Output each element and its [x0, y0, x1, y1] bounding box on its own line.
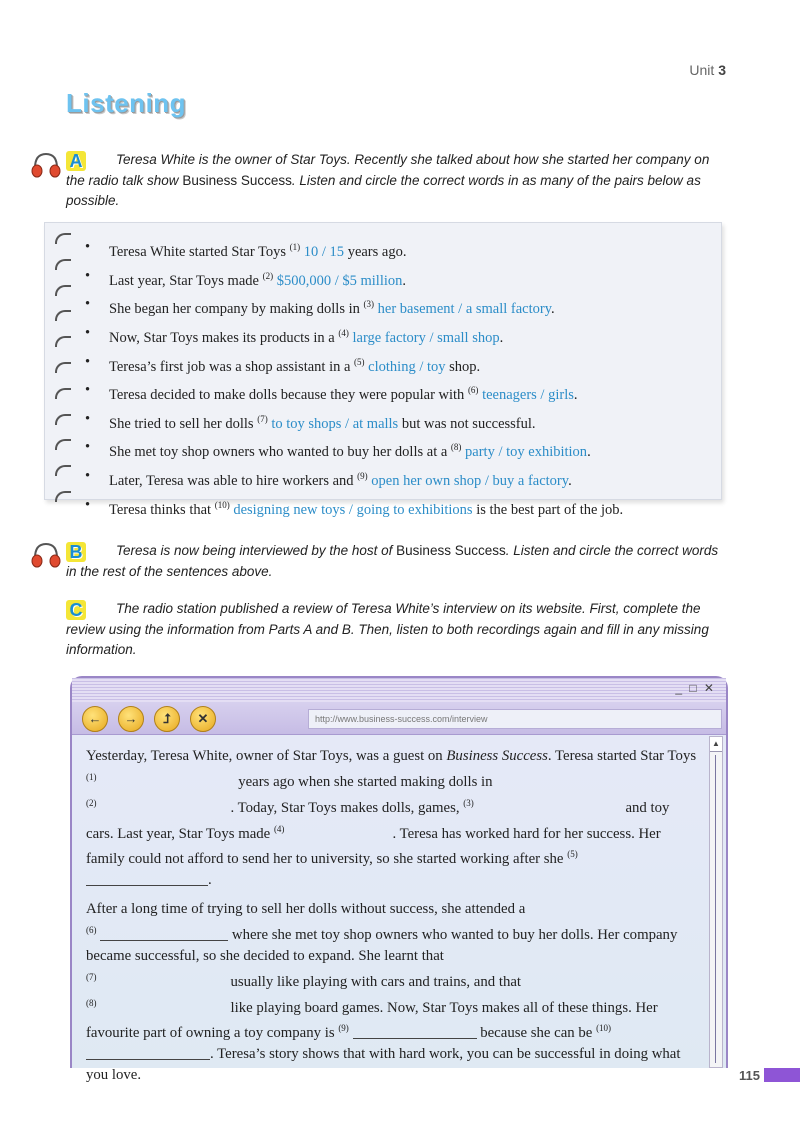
title-bar: [72, 678, 726, 702]
back-button[interactable]: ←: [82, 706, 108, 732]
list-item: • Teresa thinks that $^{(10)}$ designing new toys / going to exhibitions is the best part of the job.: [85, 494, 699, 523]
unit-label: Unit 3: [689, 62, 726, 78]
section-title: Listening: [66, 88, 187, 118]
close-button[interactable]: ✕: [190, 706, 216, 732]
task-c-letter: C: [66, 600, 86, 620]
address-bar[interactable]: http://www.business-success.com/interview: [308, 709, 722, 729]
forward-button[interactable]: →: [118, 706, 144, 732]
list-item: • She met toy shop owners who wanted to buy her dolls at a $^{(8)}$ party / toy exhibition.: [85, 436, 699, 465]
scrollbar[interactable]: [709, 736, 723, 1068]
list-item: • Teresa decided to make dolls because they were popular with $^{(6)}$ teenagers / girls.: [85, 379, 699, 408]
headphones-icon: [30, 150, 62, 180]
answer-blank[interactable]: [100, 926, 228, 941]
answer-blank[interactable]: [86, 1045, 210, 1060]
sentence-list: [85, 236, 699, 522]
up-button[interactable]: ⮥: [154, 706, 180, 732]
answer-blank[interactable]: [353, 1024, 477, 1039]
option-pair[interactable]: $500,000 / $5 million: [276, 272, 403, 289]
list-item: • Now, Star Toys makes its products in a $^{(4)}$ large factory / small shop.: [85, 322, 699, 351]
option-pair[interactable]: 10 / 15: [303, 243, 345, 260]
option-pair[interactable]: clothing / toy: [368, 358, 446, 375]
browser-toolbar: [72, 702, 726, 735]
task-b-instructions: B Teresa is now being interviewed by the host of Business Success. Listen and circle the correct words in the rest of the sentences above.: [66, 542, 719, 579]
task-a-letter: A: [66, 151, 86, 171]
review-text: Yesterday, Teresa White, owner of Star Toys, was a guest on Business Success. Teresa started Star Toys $^{(1)}$ years ago when she started making dolls in $^{(2)}$ . Today, Star Toys makes dolls, games, $^{(3)}$ and toy cars. Last year, Star Toys made $^{(4)}$ . Teresa has worked hard for her success. Her family could not afford to send her to university, so she started working after she $^{(5)}$ . After a long time of trying to sell her dolls without success, she attended a $^{(6)}$ where she met toy shop owners who wanted to buy her dolls. Her company became successful, so she decided to expand. She learnt that $^{(7)}$ usually like playing with cars and trains, and that $^{(8)}$ like playing board games. Now, Star Toys makes all of these things. Her favourite part of owning a toy company is $^{(9)}$ because she can be $^{(10)}$ . Teresa’s story shows that with hard work, you can be successful in doing what you love.: [86, 748, 697, 1084]
list-item: • Teresa’s first job was a shop assistant in a $^{(5)}$ clothing / toy shop.: [85, 351, 699, 380]
option-pair[interactable]: party / toy exhibition: [465, 444, 588, 461]
option-pair[interactable]: open her own shop / buy a factory: [371, 472, 569, 489]
list-item: • She tried to sell her dolls $^{(7)}$ to toy shops / at malls but was not successful.: [85, 408, 699, 437]
page-tab: [764, 1068, 800, 1082]
option-pair[interactable]: large factory / small shop: [352, 329, 500, 346]
list-item: • Last year, Star Toys made $^{(2)}$ $500,000 / $5 million.: [85, 265, 699, 294]
spiral-rings: [55, 233, 71, 517]
notebook-list: [44, 222, 722, 518]
option-pair[interactable]: designing new toys / going to exhibitions: [233, 501, 473, 518]
task-c-instructions: C The radio station published a review of Teresa White’s interview on its website. First, complete the review using the information from Parts A and B. Then, listen to both recordings again and fill in any missing information.: [66, 600, 709, 657]
headphones-icon: [30, 540, 62, 570]
option-pair[interactable]: teenagers / girls: [482, 386, 574, 403]
option-pair[interactable]: to toy shops / at malls: [271, 415, 399, 432]
answer-blank[interactable]: [86, 871, 208, 886]
scroll-up-icon[interactable]: ▲: [710, 737, 722, 752]
list-item: • Later, Teresa was able to hire workers and $^{(9)}$ open her own shop / buy a factory.: [85, 465, 699, 494]
window-controls[interactable]: _ □ ✕: [675, 681, 716, 695]
option-pair[interactable]: her basement / a small factory: [377, 301, 552, 318]
list-item: • Teresa White started Star Toys $^{(1)}$ 10 / 15 years ago.: [85, 236, 699, 265]
page-number: 115: [739, 1068, 760, 1083]
task-b-letter: B: [66, 542, 86, 562]
browser-window: [70, 676, 728, 1084]
task-a-instructions: A Teresa White is the owner of Star Toys. Recently she talked about how she started her company on the radio talk show Business Success. Listen and circle the correct words in as many of the pairs below as possible.: [66, 151, 710, 208]
list-item: • She began her company by making dolls in $^{(3)}$ her basement / a small factory.: [85, 293, 699, 322]
